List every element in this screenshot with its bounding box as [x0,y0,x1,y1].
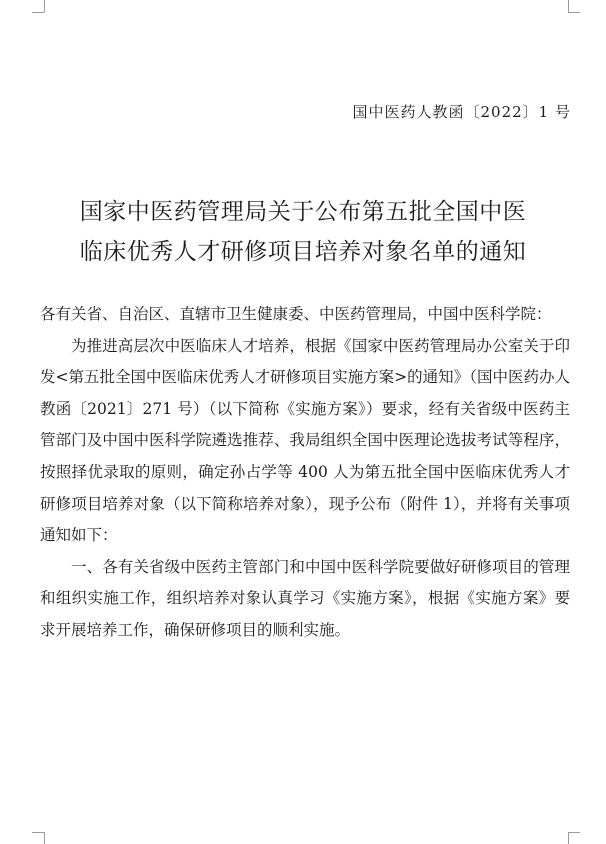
crop-mark-top-right-v [568,0,569,12]
crop-mark-bottom-right-h [568,832,580,833]
crop-mark-bottom-left-h [32,832,44,833]
title-line-1: 国家中医药管理局关于公布第五批全国中医 [79,199,527,225]
salutation-paragraph: 各有关省、自治区、直辖市卫生健康委、中医药管理局，中国中医科学院： [40,305,552,323]
document-body [40,299,570,647]
main-paragraph: 为推进高层次中医临床人才培养，根据《国家中医药管理局办公室关于印发<第五批全国中医临床优秀人才研修项目实施方案>的通知》（国中医药办人教函〔2021〕271 号）（以下简称《实施方案》）要求，经有关省级中医药主管部门及中国中医科学院遴选推荐、我局组织全国中医理论选拔考试等程序，按照择优录取的原则，确定孙占学等 400 人为第五批全国中医临床优秀人才研修项目培养对象（以下简称培养对象），现予公布（附件 1），并将有关事项通知如下： [40,336,570,545]
crop-mark-top-right-h [568,12,580,13]
title-line-2: 临床优秀人才研修项目培养对象名单的通知 [79,239,527,265]
crop-mark-top-left-h [32,12,44,13]
crop-mark-top-left-v [44,0,45,12]
crop-mark-bottom-left-v [44,832,45,844]
crop-mark-bottom-right-v [568,832,569,844]
item-one-paragraph: 一、各有关省级中医药主管部门和中国中医科学院要做好研修项目的管理和组织实施工作，组织培养对象认真学习《实施方案》，根据《实施方案》要求开展培养工作，确保研修项目的顺利实施。 [40,557,570,639]
document-title [0,192,606,272]
document-number: 国中医药人教函〔2022〕1 号 [352,103,571,121]
